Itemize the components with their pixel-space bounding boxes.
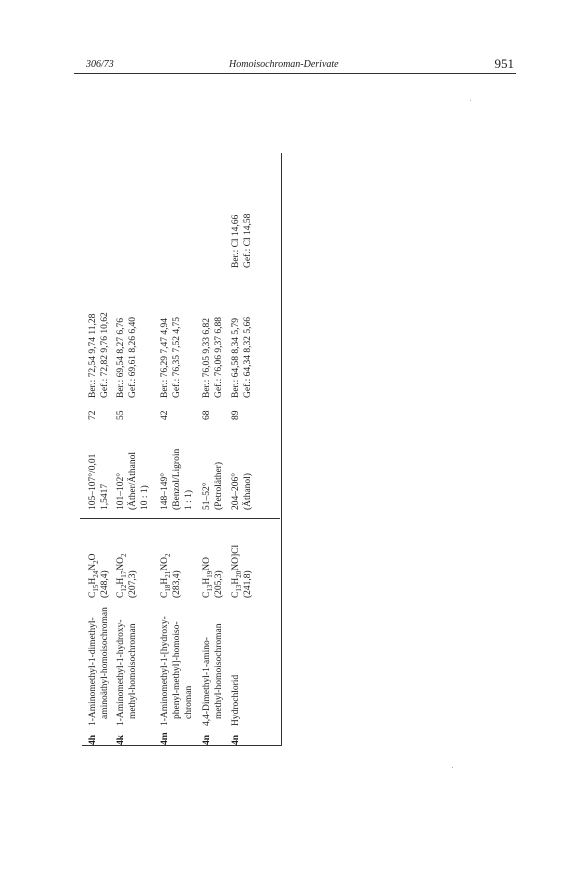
analysis-found: Gef.: 76,06 9,37 6,88 [214,316,224,398]
table-top-rule [281,153,282,745]
molecular-formula: $C_{13}H_{19}NO$ [202,557,214,598]
compound-id: 4n [202,734,212,745]
running-header [74,56,516,80]
analysis-calculated: Ber.: 69,54 8,27 6,76 [116,318,126,398]
analysis-calculated: Ber.: 72,54 9,74 11,28 [88,313,98,398]
molecular-mass: (241,8) [243,570,253,598]
analysis-calculated-extra: Ber.: Cl 14,66 [231,214,241,268]
molecular-formula: $C_{12}H_{17}NO_2$ [116,553,128,598]
mp-bp-line: 105–107°/0,01 [88,453,98,510]
molecular-formula: $C_{15}H_{24}N_2O$ [88,553,100,598]
mp-bp-line: 1 : 1) [184,489,194,510]
yield-percent: 55 [116,410,126,420]
compound-name-line: methyl-homoisochroman [214,623,224,719]
compound-id: 4n [231,734,241,745]
compound-name-line: aminoäthyl-homoisochroman [100,607,110,719]
mp-bp-line: 51–52° [202,482,212,510]
mp-bp-line: 10 : 1) [140,485,150,510]
yield-percent: 89 [231,410,241,420]
compound-name-line: phenyl-methyl]-homoiso- [172,621,182,719]
analysis-found: Gef.: 72,82 9,76 10,62 [100,312,110,398]
molecular-mass: (205,3) [214,570,224,598]
compound-name-line: 4,4-Dimethyl-1-amino- [202,637,212,726]
analysis-calculated: Ber.: 64,58 8,34 5,79 [231,318,241,398]
table-column-rule [80,518,280,519]
molecular-mass: (207,3) [128,570,138,598]
molecular-formula: $C_{18}H_{21}NO_2$ [160,553,172,598]
analysis-calculated: Ber.: 76,29 7,47 4,94 [160,318,170,398]
yield-percent: 72 [88,410,98,420]
compound-name-line: 1-Aminomethyl-1-[hydroxy- [160,616,170,726]
analysis-found: Gef.: 76,35 7,52 4,75 [172,316,182,398]
journal-volume: 306/73 [86,59,114,70]
mp-bp-line: (Äther/Äthanol [128,451,138,510]
molecular-formula: $C_{13}H_{20}NO]Cl$ [231,544,243,598]
compound-id: 4k [116,734,126,745]
compound-name-line: Hydrochlorid [231,674,241,726]
mp-bp-line: (Äthanol) [243,473,253,510]
analysis-calculated: Ber.: 76,05 9,33 6,82 [202,318,212,398]
page-number: 951 [494,56,514,71]
scan-speck [452,767,453,768]
mp-bp-line: 101–102° [116,472,126,510]
yield-percent: 68 [202,410,212,420]
compound-id: 4h [88,734,98,745]
analysis-found-extra: Gef.: Cl 14,58 [243,213,253,268]
mp-bp-line: 204–206° [231,472,241,510]
analysis-found: Gef.: 69,61 8,26 6,40 [128,316,138,398]
compound-name-line: 1-Aminomethyl-1-dimethyl- [88,617,98,726]
compound-name-line: methyl-homoisochroman [128,623,138,719]
running-title: Homoisochroman-Derivate [229,59,339,70]
header-rule [74,73,516,74]
compound-name-line: 1-Aminomethyl-1-hydroxy- [116,619,126,726]
molecular-mass: (283,4) [172,570,182,598]
mp-bp-line: 1,5417 [100,483,110,510]
yield-percent: 42 [160,410,170,420]
mp-bp-line: (Petroläther) [214,461,224,510]
compound-name-line: chroman [184,685,194,719]
mp-bp-line: 148–149° [160,472,170,510]
table-bottom-rule [82,745,282,746]
mp-bp-line: (Benzol/Ligroin [172,448,182,510]
scan-speck [470,100,471,101]
compound-id: 4m [160,732,170,745]
molecular-mass: (248,4) [100,570,110,598]
analysis-found: Gef.: 64,34 8,32 5,66 [243,316,253,398]
